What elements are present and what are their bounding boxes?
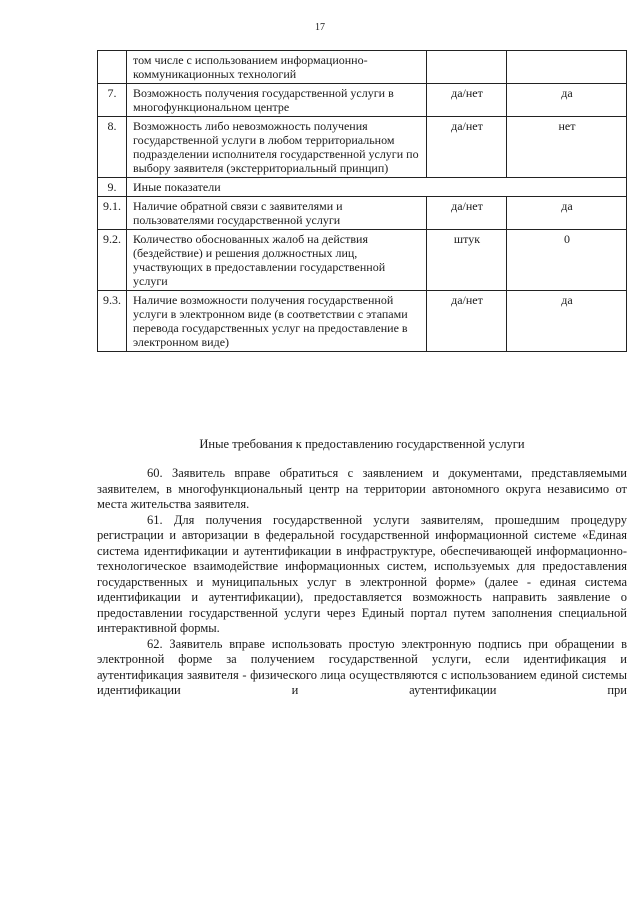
row-unit: да/нет [427, 84, 507, 117]
row-value [507, 51, 627, 84]
row-unit: да/нет [427, 197, 507, 230]
table-row [98, 197, 627, 230]
row-indicator-name: Наличие возможности получения государственной услуги в электронном виде (в соответствии с этапами перевода государственных услуг на предоставление в электронном виде) [127, 291, 427, 352]
row-number: 9. [98, 178, 127, 197]
table-row [98, 178, 627, 197]
row-indicator-name: Наличие обратной связи с заявителями и пользователями государственной услуги [127, 197, 427, 230]
table-row [98, 291, 627, 352]
row-indicator-name: Иные показатели [127, 178, 627, 197]
table-row [98, 84, 627, 117]
row-indicator-name: Возможность получения государственной услуги в многофункциональном центре [127, 84, 427, 117]
row-value: да [507, 197, 627, 230]
row-value: да [507, 84, 627, 117]
body-text [97, 466, 627, 699]
row-unit: да/нет [427, 117, 507, 178]
row-number: 9.2. [98, 230, 127, 291]
indicators-table [97, 50, 627, 352]
row-value: да [507, 291, 627, 352]
paragraph-61: 61. Для получения государственной услуги заявителям, прошедшим процедуру регистрации и авторизации в федеральной государственной информационной системе «Единая система идентификации и аутентификации в инфраструктуре, обеспечивающей информационно-технологическое взаимодействие информационных систем, используемых для предоставления государственных и муниципальных услуг в электронной форме» (далее - единая система идентификации и аутентификации), предоставляется возможность направить заявление о предоставлении государственной услуги через Единый портал путем заполнения специальной интерактивной формы. [97, 512, 627, 635]
paragraph-60: 60. Заявитель вправе обратиться с заявлением и документами, представляемыми заявителем, в многофункциональный центр на территории автономного округа независимо от места жительства заявителя. [97, 466, 627, 511]
row-number: 8. [98, 117, 127, 178]
row-indicator-name: Количество обоснованных жалоб на действия (бездействие) и решения должностных лиц, участвующих в предоставлении государственной услуги [127, 230, 427, 291]
table-row [98, 117, 627, 178]
row-number: 7. [98, 84, 127, 117]
row-value: нет [507, 117, 627, 178]
row-number: 9.3. [98, 291, 127, 352]
page-number: 17 [315, 22, 325, 33]
row-number [98, 51, 127, 84]
table-row [98, 230, 627, 291]
row-indicator-name: Возможность либо невозможность получения государственной услуги в любом территориальном подразделении исполнителя государственной услуги по выбору заявителя (экстерриториальный принцип) [127, 117, 427, 178]
row-unit: штук [427, 230, 507, 291]
row-indicator-name: том числе с использованием информационно-коммуникационных технологий [127, 51, 427, 84]
row-unit [427, 51, 507, 84]
row-unit: да/нет [427, 291, 507, 352]
paragraph-62: 62. Заявитель вправе использовать простую электронную подпись при обращении в электронной форме за получением государственной услуги, если идентификация и аутентификация заявителя - физического лица осуществляются с использованием единой системы идентификации и аутентификации при [97, 636, 627, 697]
row-number: 9.1. [98, 197, 127, 230]
table-row [98, 51, 627, 84]
row-value: 0 [507, 230, 627, 291]
section-title: Иные требования к предоставлению государственной услуги [199, 437, 525, 451]
